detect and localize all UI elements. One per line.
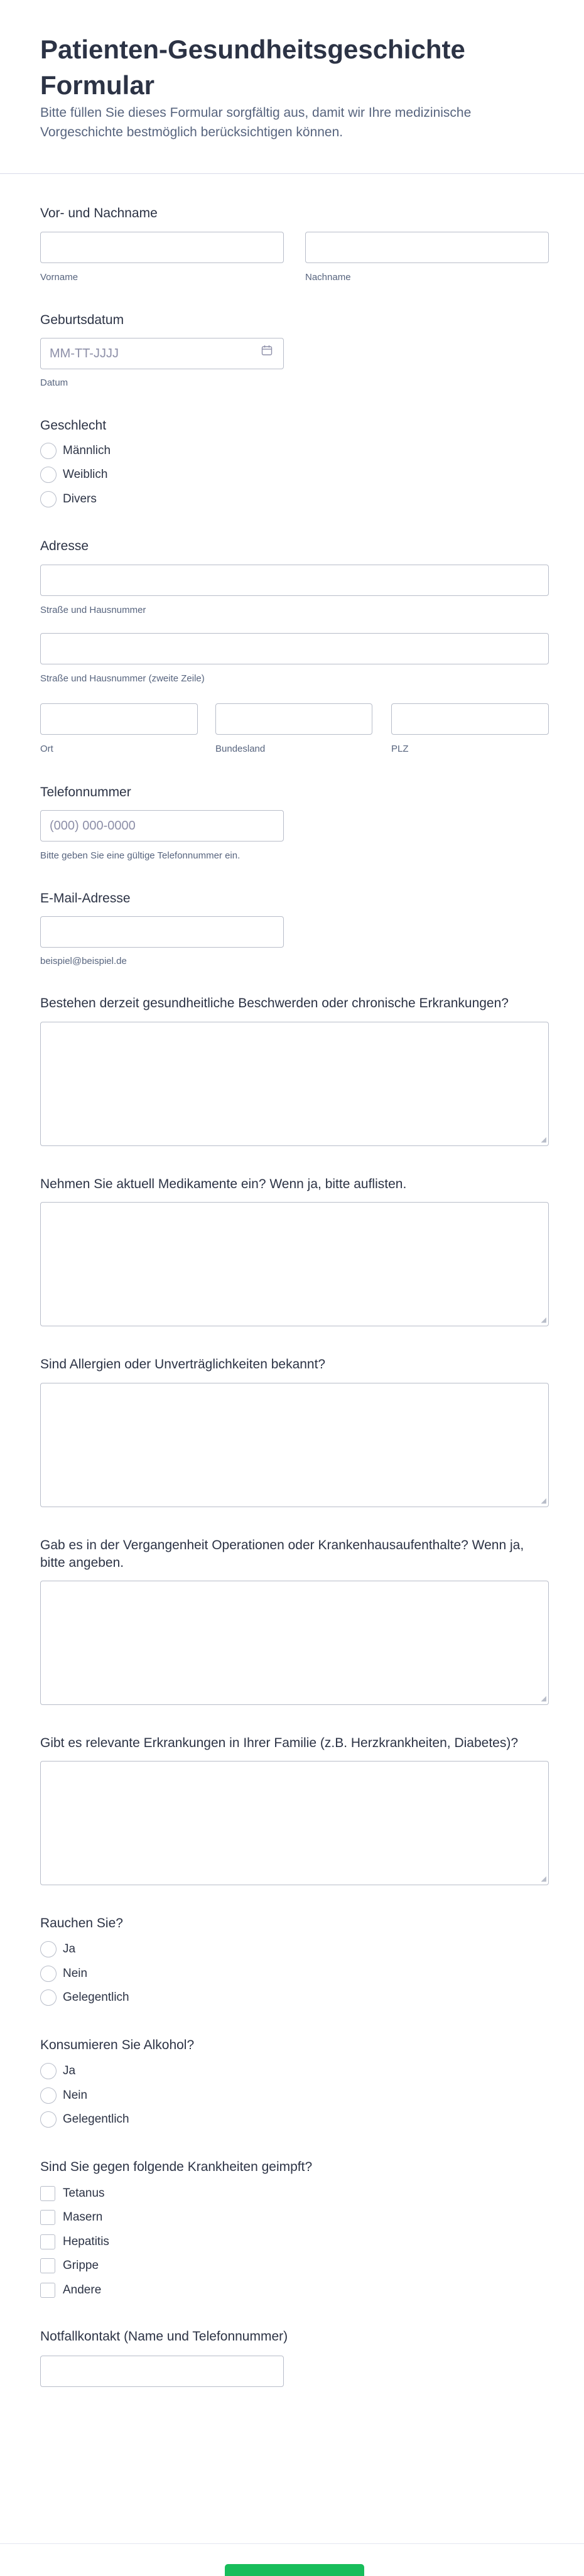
option-label: Grippe [63,2259,99,2272]
calendar-icon[interactable] [261,345,273,356]
gender-option-diverse[interactable] [40,490,97,509]
smoking-label: Rauchen Sie? [40,1916,123,1930]
operations-textarea[interactable] [40,1581,549,1705]
street-input[interactable] [40,565,549,596]
medication-label: Nehmen Sie aktuell Medikamente ein? Wenn ja, bitte auflisten. [40,1177,407,1191]
radio-button[interactable] [40,1966,57,1982]
address-label: Adresse [40,539,89,553]
phone-label: Telefonnummer [40,785,131,799]
allergies-label: Sind Allergien oder Unverträglichkeiten bekannt? [40,1357,326,1372]
vaccination-option-hepatitis[interactable] [40,2232,109,2251]
footer-divider [0,2543,584,2544]
email-label: E-Mail-Adresse [40,891,131,906]
smoking-option-no[interactable] [40,1964,87,1983]
vaccination-option-other[interactable] [40,2281,101,2300]
operations-label: Gab es in der Vergangenheit Operationen oder Krankenhausaufenthalte? Wenn ja, bitte angeben. [40,1538,524,1570]
phone-input[interactable] [40,810,284,842]
emergency-contact-label: Notfallkontakt (Name und Telefonnummer) [40,2329,288,2344]
last-name-input[interactable] [305,232,549,263]
radio-button[interactable] [40,443,57,459]
complaints-label: Bestehen derzeit gesundheitliche Beschwerden oder chronische Erkrankungen? [40,996,509,1010]
last-name-sublabel: Nachname [305,272,351,283]
vaccination-option-tetanus[interactable] [40,2184,105,2203]
first-name-input[interactable] [40,232,284,263]
resize-handle-icon[interactable]: ◢ [541,1695,546,1702]
form-description: Bitte füllen Sie dieses Formular sorgfältig aus, damit wir Ihre medizinische Vorgeschichte bestmöglich berücksichtigen können. [40,106,472,139]
resize-handle-icon[interactable]: ◢ [541,1136,546,1144]
street2-sublabel: Straße und Hausnummer (zweite Zeile) [40,673,205,684]
zip-input[interactable] [391,703,549,735]
option-label: Ja [63,1942,76,1956]
vaccination-label: Sind Sie gegen folgende Krankheiten geimpft? [40,2160,313,2174]
email-sublabel: beispiel@beispiel.de [40,956,127,966]
option-label: Ja [63,2064,76,2077]
checkbox[interactable] [40,2258,55,2273]
city-input[interactable] [40,703,198,735]
checkbox[interactable] [40,2186,55,2201]
smoking-option-occasionally[interactable] [40,1988,129,2007]
checkbox[interactable] [40,2234,55,2249]
checkbox[interactable] [40,2283,55,2298]
option-label: Gelegentlich [63,2113,129,2126]
gender-option-male[interactable] [40,441,111,460]
gender-option-female[interactable] [40,465,107,484]
radio-button[interactable] [40,491,57,507]
alcohol-option-yes[interactable] [40,2062,75,2081]
allergies-textarea[interactable] [40,1383,549,1507]
option-label: Masern [63,2211,103,2224]
smoking-option-yes[interactable] [40,1940,75,1959]
birthdate-label: Geburtsdatum [40,313,124,327]
radio-button[interactable] [40,467,57,483]
phone-sublabel: Bitte geben Sie eine gültige Telefonnummer ein. [40,850,241,861]
complaints-textarea[interactable] [40,1022,549,1146]
option-label: Tetanus [63,2187,105,2200]
checkbox[interactable] [40,2210,55,2225]
resize-handle-icon[interactable]: ◢ [541,1497,546,1505]
radio-button[interactable] [40,2087,57,2104]
state-sublabel: Bundesland [215,744,266,754]
alcohol-option-no[interactable] [40,2086,87,2105]
gender-label: Geschlecht [40,418,107,433]
birthdate-sublabel: Datum [40,377,68,388]
page-title: Patienten-Gesundheitsgeschichte Formular [40,35,465,100]
zip-sublabel: PLZ [391,744,409,754]
alcohol-option-occasionally[interactable] [40,2110,129,2129]
option-label: Hepatitis [63,2235,109,2248]
resize-handle-icon[interactable]: ◢ [541,1875,546,1883]
radio-button[interactable] [40,2063,57,2079]
state-input[interactable] [215,703,372,735]
first-name-sublabel: Vorname [40,272,78,283]
street2-input[interactable] [40,633,549,664]
email-input[interactable] [40,916,284,948]
option-label: Divers [63,492,97,506]
street-sublabel: Straße und Hausnummer [40,605,146,615]
option-label: Andere [63,2283,102,2297]
radio-button[interactable] [40,1941,57,1957]
form-header [0,0,584,174]
resize-handle-icon[interactable]: ◢ [541,1316,546,1324]
option-label: Nein [63,2089,88,2102]
option-label: Gelegentlich [63,1991,129,2004]
family-history-textarea[interactable] [40,1761,549,1885]
birthdate-input[interactable] [40,338,284,369]
vaccination-option-flu[interactable] [40,2256,99,2275]
emergency-contact-input[interactable] [40,2356,284,2387]
option-label: Männlich [63,444,111,457]
alcohol-label: Konsumieren Sie Alkohol? [40,2038,195,2052]
name-label: Vor- und Nachname [40,206,158,220]
radio-button[interactable] [40,2111,57,2128]
submit-button[interactable] [225,2564,364,2576]
radio-button[interactable] [40,1989,57,2006]
family-history-label: Gibt es relevante Erkrankungen in Ihrer Familie (z.B. Herzkrankheiten, Diabetes)? [40,1736,519,1750]
vaccination-option-measles[interactable] [40,2208,102,2227]
option-label: Nein [63,1967,88,1980]
city-sublabel: Ort [40,744,53,754]
option-label: Weiblich [63,468,108,481]
medication-textarea[interactable] [40,1202,549,1326]
